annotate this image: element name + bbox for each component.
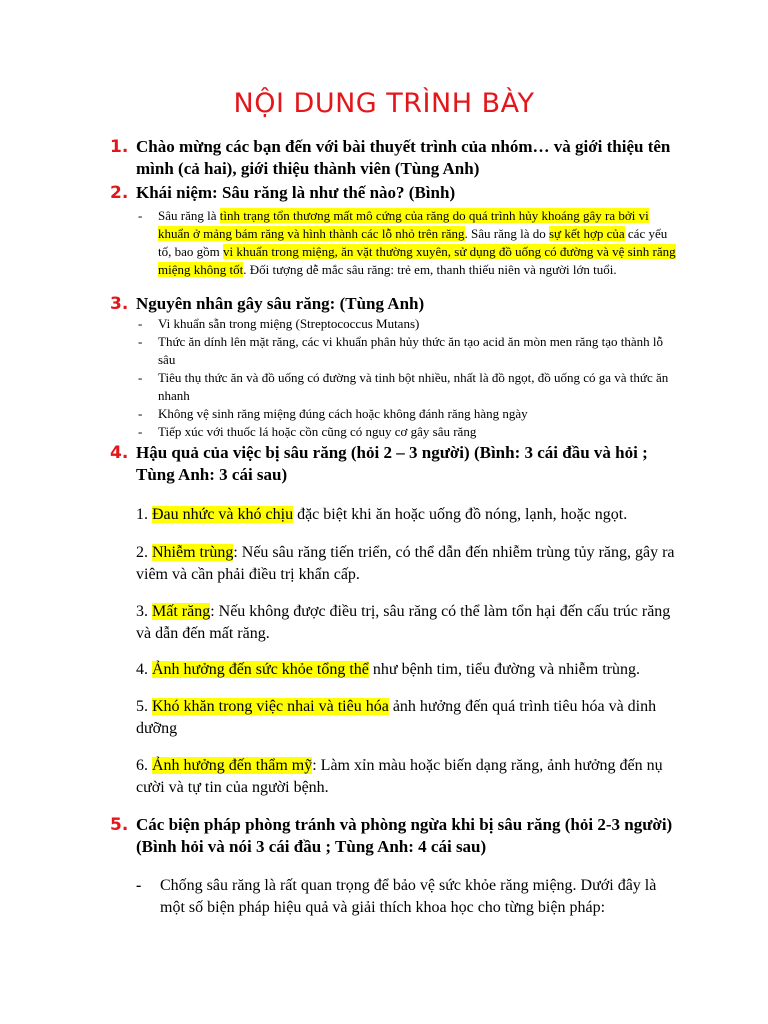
section-4-heading: 4. Hậu quả của việc bị sâu răng (hỏi 2 – 3 người) (Bình: 3 cái đầu và hỏi ; Tùng Anh: 3 cái sau) — [110, 443, 648, 484]
list-item: - Tiếp xúc với thuốc lá hoặc cồn cũng có nguy cơ gây sâu răng — [138, 424, 477, 439]
list-item: - Tiêu thụ thức ăn và đồ uống có đường và tinh bột nhiều, nhất là đồ ngọt, đồ uống có ga và thức ăn nhanh — [138, 370, 669, 403]
definition-paragraph: - Sâu răng là tình trạng tổn thương mất mô cứng của răng do quá trình hủy khoáng gây ra bởi vi khuẩn ở mảng bám răng và hình thành các lỗ nhỏ trên răng. Sâu răng là do sự kết hợp của các yếu tố, bao gồm vi khuẩn trong miệng, ăn vặt thường xuyên, sử dụng đồ uống có đường và vệ sinh răng miệng không tốt. Đối tượng dễ mắc sâu răng: trẻ em, thanh thiếu niên và người lớn tuổi. — [138, 208, 676, 277]
highlight: tình trạng tổn thương mất mô cứng của răng do quá trình hủy khoáng gây ra bởi vi khuẩn ở mảng bám răng và hình thành các lỗ nhỏ trên răng — [158, 208, 649, 241]
section-2-heading: 2. Khái niệm: Sâu răng là như thế nào? (Bình) — [110, 183, 456, 203]
consequence-item-6: 6. Ảnh hưởng đến thẩm mỹ: Làm xỉn màu hoặc biến dạng răng, ảnh hưởng đến nụ cười và tự tin của người bệnh. — [136, 757, 663, 796]
consequence-item-2: 2. Nhiễm trùng: Nếu sâu răng tiến triển, có thể dẫn đến nhiễm trùng tủy răng, gây ra viêm và cần phải điều trị khẩn cấp. — [136, 544, 675, 583]
section-number: 1. — [110, 137, 129, 157]
bullet-dash: - — [138, 208, 143, 223]
section-4 — [110, 442, 680, 486]
section-number: 2. — [110, 183, 129, 203]
highlight: Ảnh hưởng đến sức khỏe tổng thể — [152, 661, 369, 678]
highlight: Đau nhức và khó chịu — [152, 506, 294, 523]
list-item: - Không vệ sinh răng miệng đúng cách hoặc không đánh răng hàng ngày — [138, 406, 528, 421]
section-number: 4. — [110, 443, 129, 463]
highlight: Khó khăn trong việc nhai và tiêu hóa — [152, 698, 389, 715]
highlight: Ảnh hưởng đến thẩm mỹ — [152, 757, 313, 774]
list-item: - Vi khuẩn sẵn trong miệng (Streptococcus Mutans) — [138, 316, 420, 331]
section-3-heading: 3. Nguyên nhân gây sâu răng: (Tùng Anh) — [110, 294, 425, 314]
section-number: 5. — [110, 815, 129, 835]
bullet-dash: - — [136, 877, 142, 894]
section-3 — [110, 293, 680, 441]
section-2 — [110, 182, 680, 279]
section-1-heading: 1. Chào mừng các bạn đến với bài thuyết trình của nhóm… và giới thiệu tên mình (cả hai), giới thiệu thành viên (Tùng Anh) — [110, 137, 671, 178]
highlight: Nhiễm trùng — [152, 544, 234, 561]
section-5-heading: 5. Các biện pháp phòng tránh và phòng ngừa khi bị sâu răng (hỏi 2-3 người) (Bình hỏi và nói 3 cái đầu ; Tùng Anh: 4 cái sau) — [110, 815, 673, 856]
page-title: NỘI DUNG TRÌNH BÀY — [233, 88, 535, 119]
list-item: - Thức ăn dính lên mặt răng, các vi khuẩn phân hủy thức ăn tạo acid ăn mòn men răng tạo thành lỗ sâu — [138, 334, 664, 367]
highlight: Mất răng — [152, 603, 211, 620]
consequence-item-1: 1. Đau nhức và khó chịu đặc biệt khi ăn hoặc uống đồ nóng, lạnh, hoặc ngọt. — [136, 506, 628, 523]
highlight: sự kết hợp của — [549, 226, 625, 241]
consequence-item-5: 5. Khó khăn trong việc nhai và tiêu hóa ảnh hưởng đến quá trình tiêu hóa và dinh dưỡng — [136, 698, 657, 737]
consequence-item-3: 3. Mất răng: Nếu không được điều trị, sâu răng có thể làm tổn hại đến cấu trúc răng và dẫn đến mất răng. — [136, 603, 671, 642]
section-5 — [110, 814, 680, 858]
section-1 — [110, 136, 680, 180]
highlight: vi khuẩn trong miệng, ăn vặt thường xuyên, sử dụng đồ uống có đường và vệ sinh răng miệng không tốt — [158, 244, 676, 277]
consequence-item-4: 4. Ảnh hưởng đến sức khỏe tổng thể như bệnh tim, tiểu đường và nhiễm trùng. — [136, 661, 640, 678]
prevention-intro: - Chống sâu răng là rất quan trọng để bảo vệ sức khỏe răng miệng. Dưới đây là một số biện pháp hiệu quả và giải thích khoa học cho từng biện pháp: — [136, 877, 657, 916]
section-number: 3. — [110, 294, 129, 314]
